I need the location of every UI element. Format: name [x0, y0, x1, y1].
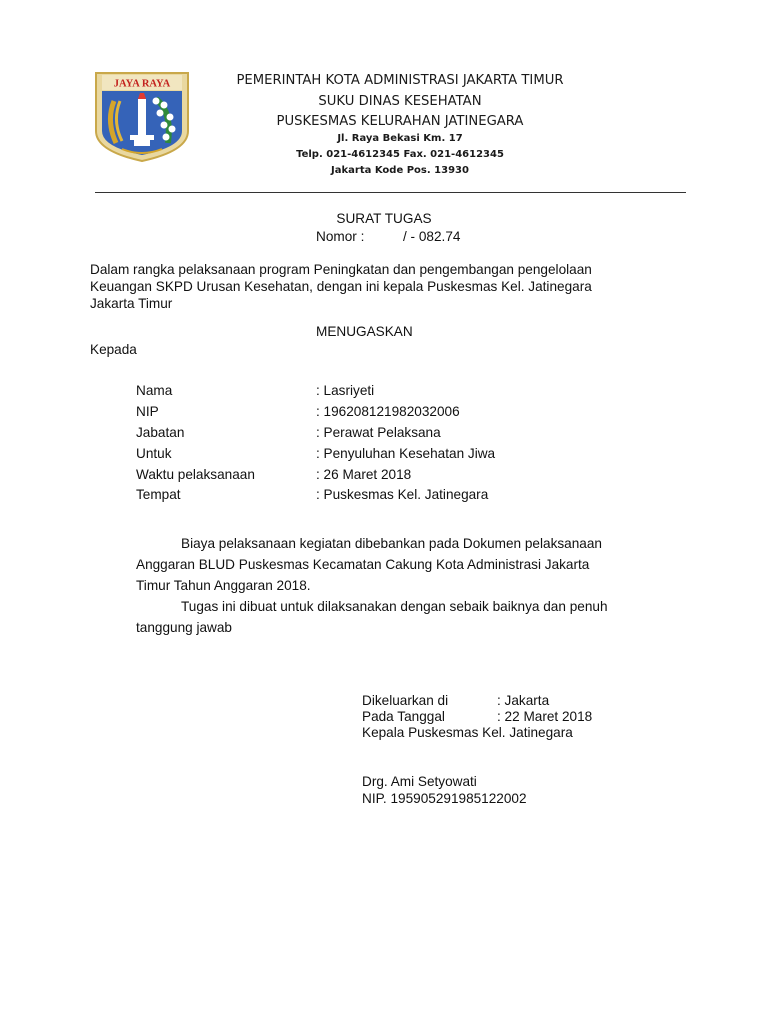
- signatory-name: Drg. Ami Setyowati: [362, 774, 477, 789]
- field-label-jabatan: Jabatan: [136, 425, 185, 440]
- letterhead-address: Jl. Raya Bekasi Km. 17: [337, 133, 463, 144]
- emblem-text: JAYA RAYA: [113, 78, 171, 90]
- body-line: Biaya pelaksanaan kegiatan dibebankan pada Dokumen pelaksanaan: [181, 536, 602, 551]
- issue-date-label: Pada Tanggal: [362, 709, 445, 724]
- field-label-nip: NIP: [136, 404, 159, 419]
- intro-line: Jakarta Timur: [90, 296, 173, 311]
- field-value-untuk: : Penyuluhan Kesehatan Jiwa: [316, 446, 496, 461]
- jakarta-emblem-logo: [92, 71, 192, 163]
- body-line: tanggung jawab: [136, 620, 232, 635]
- signatory-position: Kepala Puskesmas Kel. Jatinegara: [362, 725, 573, 740]
- body-line: Anggaran BLUD Puskesmas Kecamatan Cakung Kota Administrasi Jakarta: [136, 557, 590, 572]
- issued-at-value: : Jakarta: [497, 693, 550, 708]
- issued-at-label: Dikeluarkan di: [362, 693, 449, 708]
- field-value-tempat: : Puskesmas Kel. Jatinegara: [316, 487, 489, 502]
- letterhead-government: PEMERINTAH KOTA ADMINISTRASI JAKARTA TIMUR: [236, 73, 564, 88]
- document-number-label: Nomor :: [316, 229, 365, 244]
- field-label-waktu: Waktu pelaksanaan: [136, 467, 255, 482]
- field-label-untuk: Untuk: [136, 446, 172, 461]
- intro-line: Dalam rangka pelaksanaan program Peningkatan dan pengembangan pengelolaan: [90, 262, 592, 277]
- document-number-value: / - 082.74: [403, 229, 461, 244]
- field-value-waktu: : 26 Maret 2018: [316, 467, 412, 482]
- intro-paragraph: [90, 261, 710, 312]
- letterhead-institution: PUSKESMAS KELURAHAN JATINEGARA: [276, 114, 524, 129]
- signatory-nip: NIP. 195905291985122002: [362, 791, 527, 806]
- field-value-nama: : Lasriyeti: [316, 383, 375, 398]
- document-title: SURAT TUGAS: [336, 211, 432, 226]
- letterhead-phone-fax: Telp. 021-4612345 Fax. 021-4612345: [296, 149, 504, 160]
- letterhead-postal-code: Jakarta Kode Pos. 13930: [331, 165, 469, 176]
- letterhead-agency: SUKU DINAS KESEHATAN: [318, 94, 482, 109]
- body-line: Tugas ini dibuat untuk dilaksanakan dengan sebaik baiknya dan penuh: [181, 599, 608, 614]
- emblem-icon: [92, 71, 192, 163]
- recipient-label: Kepada: [90, 342, 137, 357]
- field-value-jabatan: : Perawat Pelaksana: [316, 425, 441, 440]
- letterhead-divider: [95, 192, 686, 193]
- body-line: Timur Tahun Anggaran 2018.: [136, 578, 311, 593]
- field-label-nama: Nama: [136, 383, 173, 398]
- issue-date-value: : 22 Maret 2018: [497, 709, 593, 724]
- assignment-heading: MENUGASKAN: [316, 324, 413, 339]
- field-label-tempat: Tempat: [136, 487, 181, 502]
- field-value-nip: : 196208121982032006: [316, 404, 460, 419]
- intro-line: Keuangan SKPD Urusan Kesehatan, dengan ini kepala Puskesmas Kel. Jatinegara: [90, 279, 592, 294]
